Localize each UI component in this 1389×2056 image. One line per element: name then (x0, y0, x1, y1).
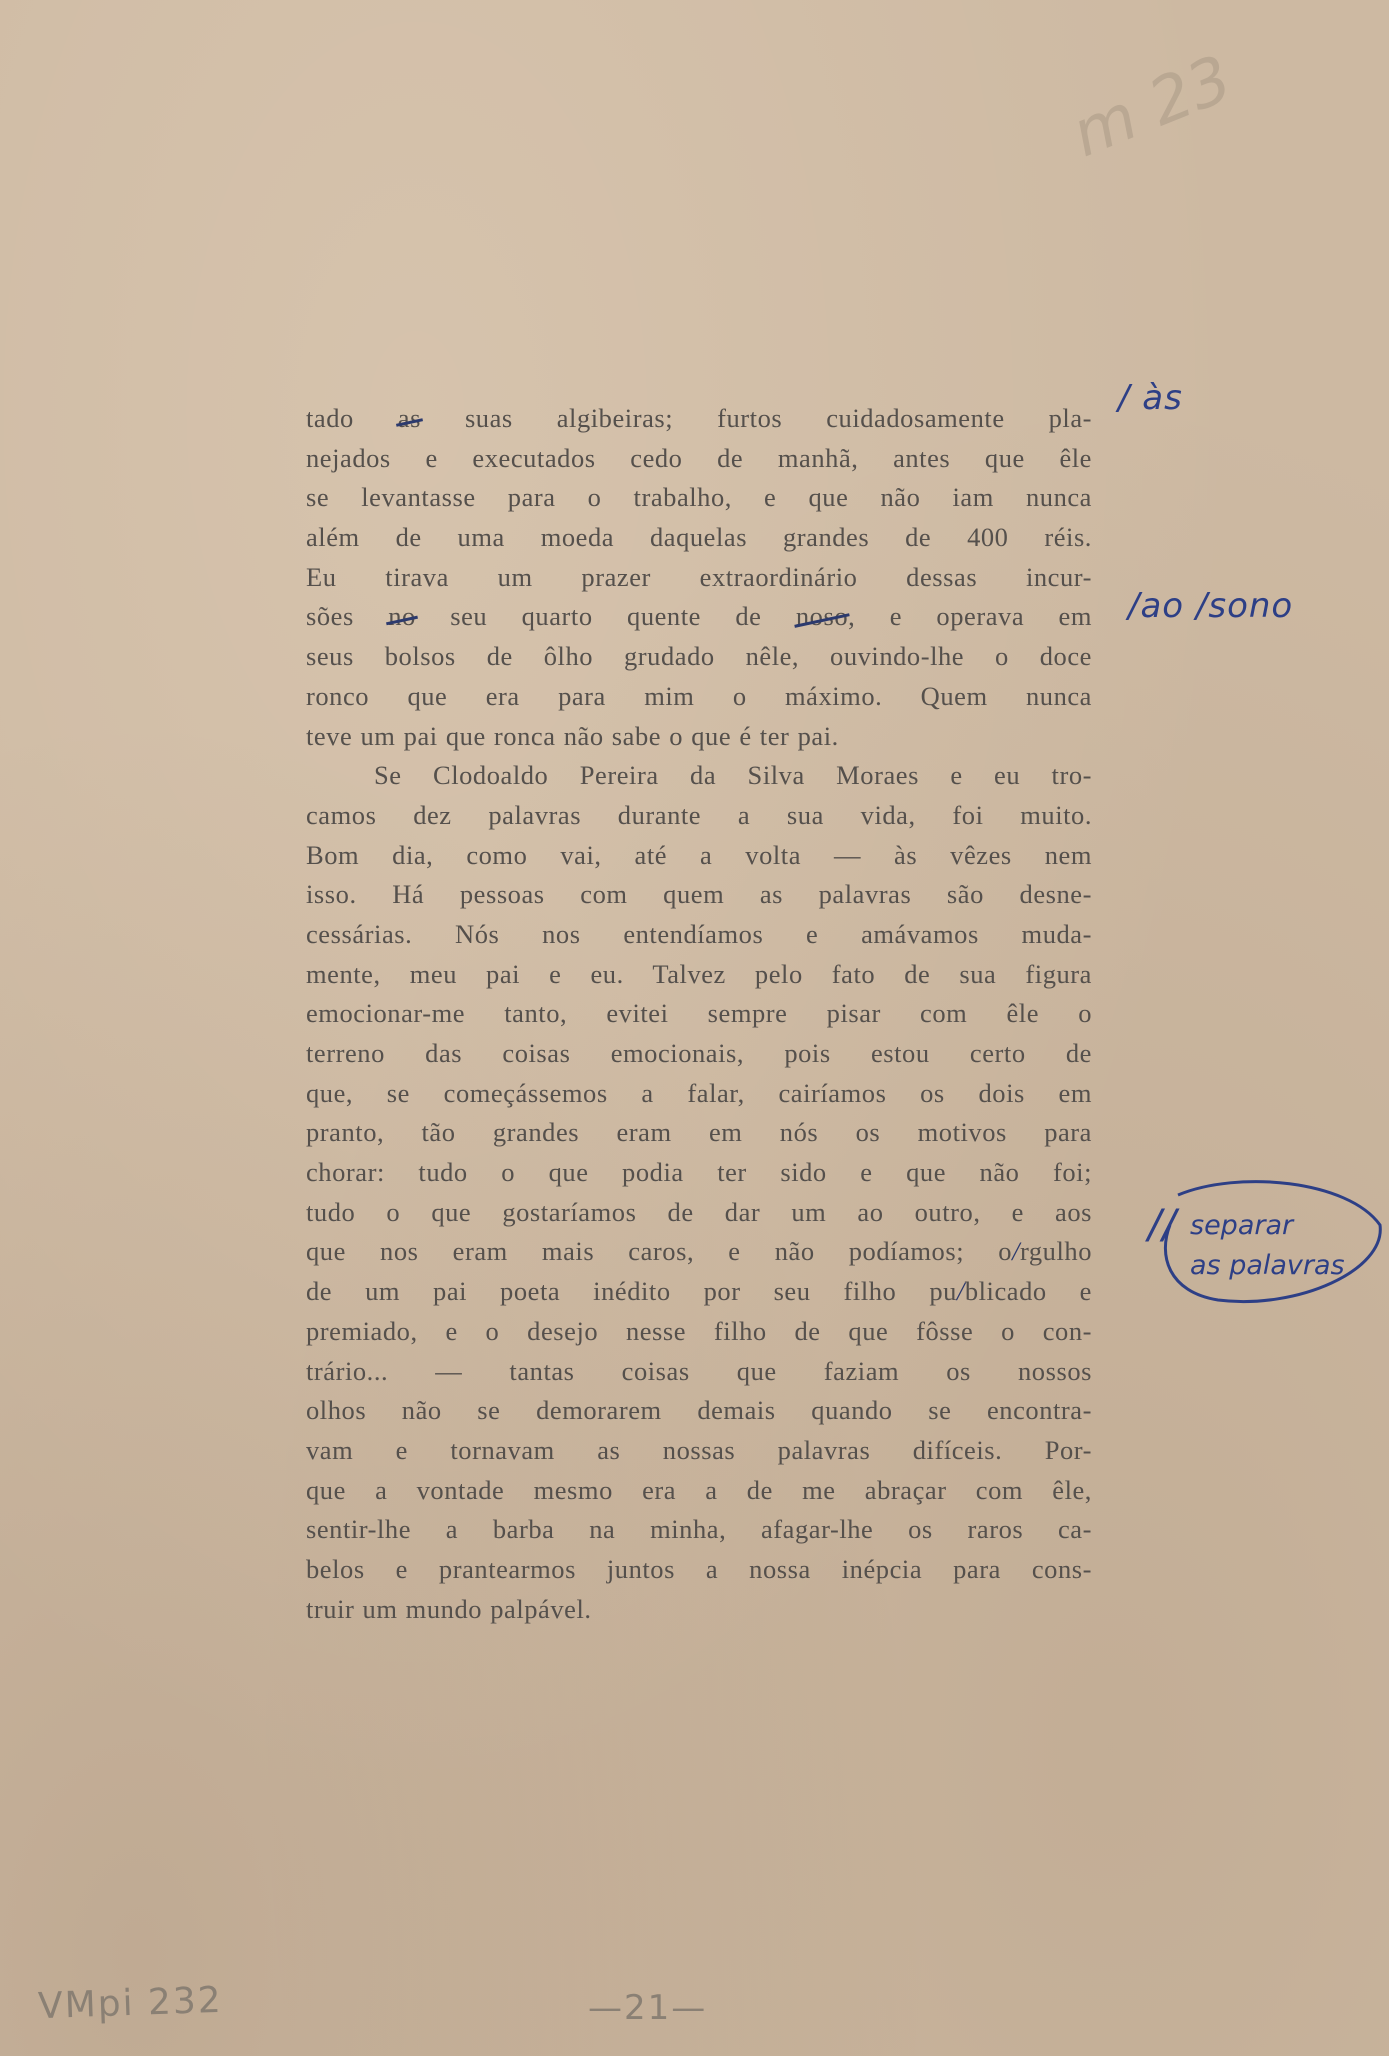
double-slash-mark: // (1148, 1202, 1177, 1248)
margin-correction-ao-sono: /ao /sono (1128, 586, 1294, 626)
text-line: camos dez palavras durante a sua vida, foi muito. (306, 799, 1092, 830)
text-line: se levantasse para o trabalho, e que não iam nunca (306, 482, 1092, 513)
text-line: belos e prantearmos juntos a nossa inépcia para cons- (306, 1553, 1092, 1584)
struck-word: noso (796, 597, 848, 637)
faint-pencil-mark: m 23 (1062, 41, 1243, 173)
text-line: seus bolsos de ôlho grudado nêle, ouvindo-lhe o doce (306, 641, 1092, 672)
text-line: pranto, tão grandes eram em nós os motivos para (306, 1117, 1092, 1148)
text-line: chorar: tudo o que podia ter sido e que não foi; (306, 1157, 1092, 1188)
text-line: truir um mundo palpável. (306, 1593, 592, 1624)
body-text (306, 399, 1092, 1629)
text-line: terreno das coisas emocionais, pois estou certo de (306, 1038, 1092, 1068)
text-line: olhos não se demorarem demais quando se encontra- (306, 1395, 1092, 1426)
text-line: Eu tirava um prazer extraordinário dessas incur- (306, 561, 1092, 592)
note-text: separar as palavras (1190, 1210, 1345, 1281)
text-line: ronco que era para mim o máximo. Quem nunca (306, 680, 1092, 711)
margin-correction-as: / às (1118, 378, 1183, 418)
struck-word: as (398, 399, 421, 439)
text-line: vam e tornavam as nossas palavras difíceis. Por- (306, 1434, 1092, 1465)
text-line: mente, meu pai e eu. Talvez pelo fato de sua figura (306, 958, 1092, 989)
text-line: emocionar-me tanto, evitei sempre pisar com êle o (306, 998, 1092, 1029)
text-line: que nos eram mais caros, e não podíamos; o/rgulho (306, 1236, 1092, 1267)
text-line: trário... — tantas coisas que faziam os nossos (306, 1355, 1092, 1386)
text-line: isso. Há pessoas com quem as palavras são desne- (306, 879, 1092, 910)
struck-word: no (388, 597, 416, 637)
page-number: —21— (588, 1988, 708, 2028)
text-line: Se Clodoaldo Pereira da Silva Moraes e eu tro- (374, 760, 1092, 791)
text-line: premiado, e o desejo nesse filho de que fôsse o con- (306, 1315, 1092, 1346)
correction-slash: / (956, 1276, 965, 1307)
text-line: além de uma moeda daquelas grandes de 400 réis. (306, 522, 1092, 553)
correction-slash: / (1012, 1236, 1020, 1267)
margin-note-separar (1148, 1170, 1388, 1320)
text-line: tudo o que gostaríamos de dar um ao outro, e aos (306, 1196, 1092, 1227)
text-line: nejados e executados cedo de manhã, antes que êle (306, 442, 1092, 473)
text-line: sões no seu quarto quente de noso, e operava em (306, 597, 1092, 637)
text-line: cessárias. Nós nos entendíamos e amávamos muda- (306, 918, 1092, 949)
text-line: de um pai poeta inédito por seu filho pu/blicado e (306, 1276, 1092, 1307)
archive-reference: VMpi 232 (37, 1979, 224, 2028)
text-line: Bom dia, como vai, até a volta — às vêzes nem (306, 839, 1092, 870)
text-line: que a vontade mesmo era a de me abraçar com êle, (306, 1474, 1092, 1505)
text-line: teve um pai que ronca não sabe o que é ter pai. (306, 720, 839, 751)
text-line: tado as suas algibeiras; furtos cuidadosamente pla- (306, 399, 1092, 439)
text-line: sentir-lhe a barba na minha, afagar-lhe os raros ca- (306, 1514, 1092, 1545)
text-line: que, se começássemos a falar, cairíamos os dois em (306, 1077, 1092, 1108)
